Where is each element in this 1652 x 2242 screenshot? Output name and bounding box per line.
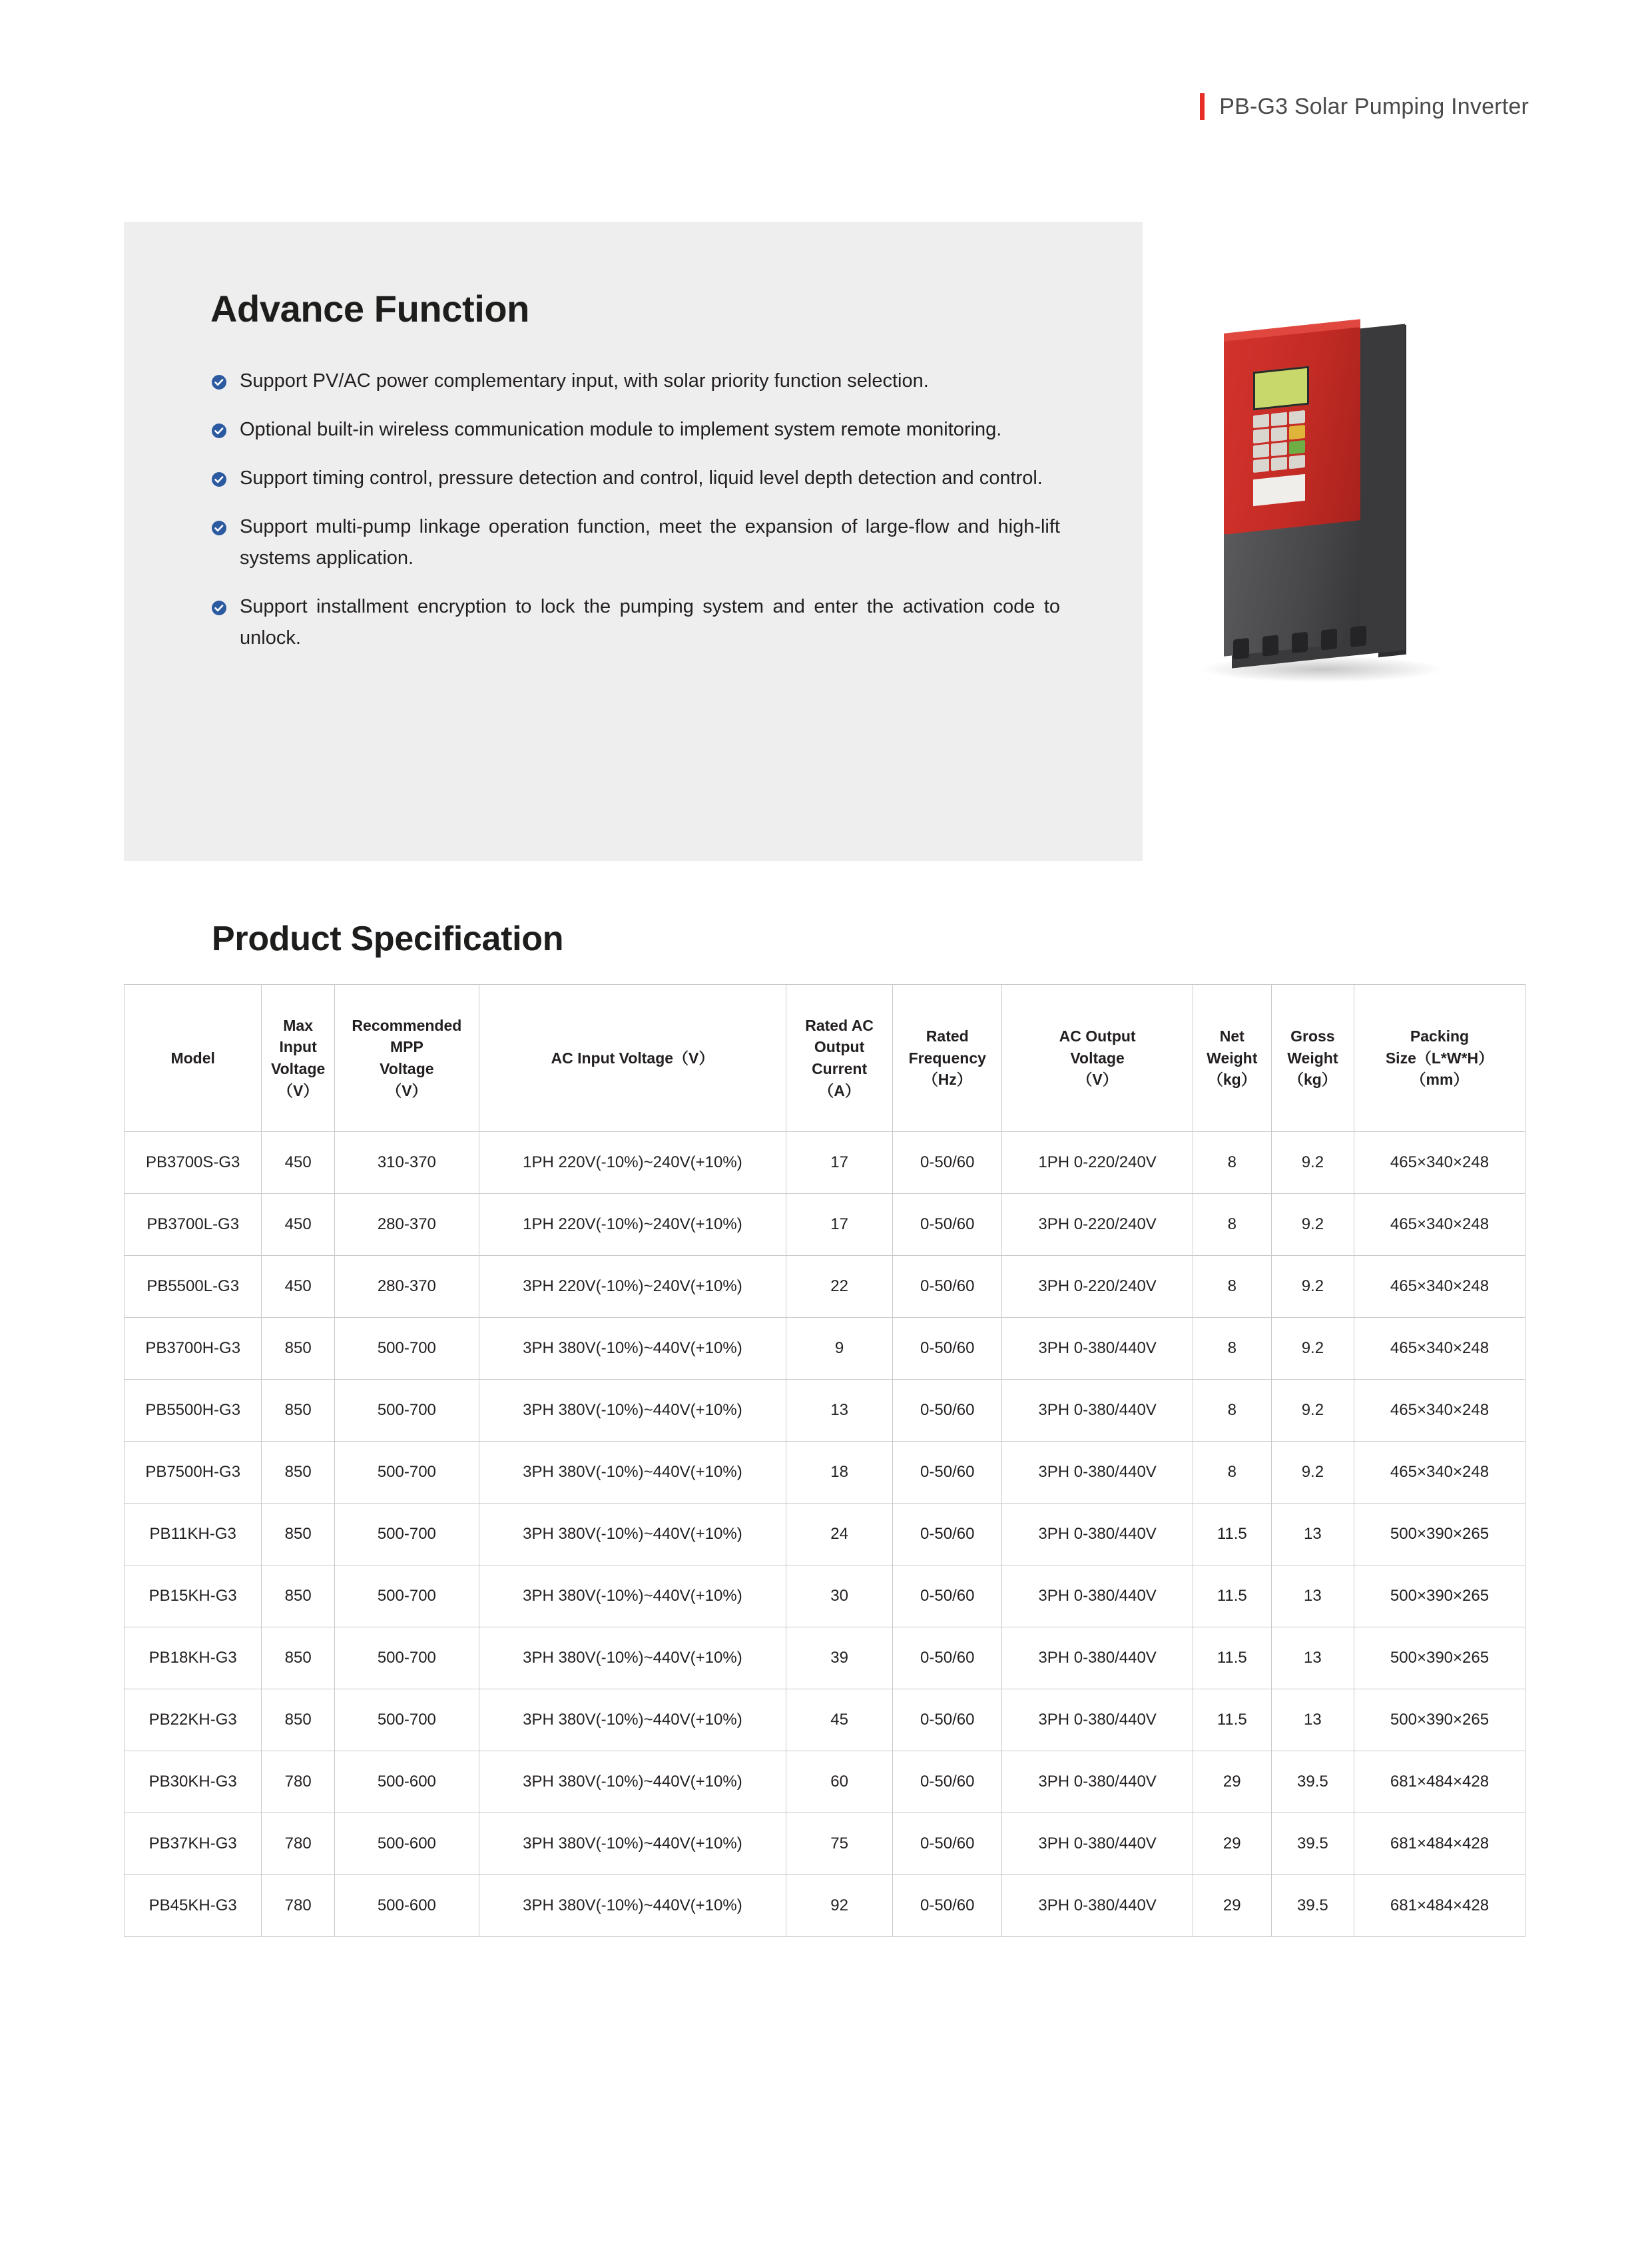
cell-net-weight: 8 <box>1193 1256 1271 1318</box>
cell-mpp-voltage: 500-700 <box>334 1627 479 1689</box>
keypad-key <box>1289 455 1305 469</box>
cell-rated-ac-output-current: 17 <box>786 1132 893 1194</box>
cell-rated-frequency: 0-50/60 <box>893 1565 1002 1627</box>
cell-rated-frequency: 0-50/60 <box>893 1751 1002 1813</box>
cell-mpp-voltage: 310-370 <box>334 1132 479 1194</box>
cell-net-weight: 11.5 <box>1193 1565 1271 1627</box>
header-line: Gross <box>1290 1027 1335 1045</box>
cell-net-weight: 8 <box>1193 1318 1271 1380</box>
table-row <box>125 1442 1525 1504</box>
cell-packing-size: 681×484×428 <box>1354 1751 1525 1813</box>
cable-gland <box>1350 625 1366 647</box>
cell-packing-size: 465×340×248 <box>1354 1132 1525 1194</box>
cell-rated-ac-output-current: 17 <box>786 1194 893 1256</box>
cell-net-weight: 8 <box>1193 1194 1271 1256</box>
cell-ac-input-voltage: 3PH 380V(-10%)~440V(+10%) <box>479 1875 786 1937</box>
cell-max-input-voltage: 450 <box>262 1194 335 1256</box>
cell-model: PB11KH-G3 <box>125 1504 262 1565</box>
header-line: Voltage <box>1070 1049 1125 1067</box>
cell-mpp-voltage: 500-700 <box>334 1318 479 1380</box>
product-specification-title: Product Specification <box>212 920 564 958</box>
advance-function-bullet-list <box>210 366 1069 671</box>
cell-rated-frequency: 0-50/60 <box>893 1380 1002 1442</box>
header-line: Weight <box>1207 1049 1258 1067</box>
cell-mpp-voltage: 280-370 <box>334 1194 479 1256</box>
keypad-key <box>1253 429 1269 443</box>
cell-model: PB22KH-G3 <box>125 1689 262 1751</box>
header-line: Voltage <box>270 1060 326 1077</box>
product-keypad <box>1253 410 1305 473</box>
cell-gross-weight: 13 <box>1271 1689 1354 1751</box>
cell-model: PB5500L-G3 <box>125 1256 262 1318</box>
cell-rated-frequency: 0-50/60 <box>893 1132 1002 1194</box>
cell-model: PB45KH-G3 <box>125 1875 262 1937</box>
cell-max-input-voltage: 450 <box>262 1132 335 1194</box>
cell-ac-output-voltage: 3PH 0-380/440V <box>1002 1318 1193 1380</box>
cell-ac-output-voltage: 3PH 0-380/440V <box>1002 1442 1193 1504</box>
header-line: （V） <box>386 1081 427 1099</box>
header-line: （Hz） <box>922 1071 972 1089</box>
keypad-key <box>1271 412 1287 427</box>
product-nameplate <box>1253 474 1305 506</box>
header-line: Weight <box>1287 1049 1338 1067</box>
cell-net-weight: 29 <box>1193 1751 1271 1813</box>
cell-rated-frequency: 0-50/60 <box>893 1442 1002 1504</box>
keypad-key <box>1271 456 1287 471</box>
cell-max-input-voltage: 850 <box>262 1504 335 1565</box>
keypad-key <box>1289 410 1305 425</box>
cell-net-weight: 8 <box>1193 1132 1271 1194</box>
cell-model: PB3700L-G3 <box>125 1194 262 1256</box>
list-item <box>210 463 1069 494</box>
column-header-ac-input-voltage <box>479 985 786 1132</box>
cell-rated-frequency: 0-50/60 <box>893 1504 1002 1565</box>
column-header-packing-size <box>1354 985 1525 1132</box>
product-lcd-screen <box>1253 366 1309 411</box>
cell-ac-input-voltage: 3PH 380V(-10%)~440V(+10%) <box>479 1504 786 1565</box>
cell-rated-ac-output-current: 30 <box>786 1565 893 1627</box>
cell-ac-input-voltage: 3PH 380V(-10%)~440V(+10%) <box>479 1689 786 1751</box>
cell-ac-input-voltage: 3PH 380V(-10%)~440V(+10%) <box>479 1380 786 1442</box>
header-line: MPP <box>390 1038 423 1056</box>
keypad-key <box>1253 458 1269 473</box>
list-item-text: Support PV/AC power complementary input, with solar priority function selection. <box>240 370 929 392</box>
cell-ac-output-voltage: 3PH 0-380/440V <box>1002 1380 1193 1442</box>
cell-packing-size: 465×340×248 <box>1354 1442 1525 1504</box>
column-header-ac-output-voltage <box>1002 985 1193 1132</box>
cell-mpp-voltage: 500-700 <box>334 1504 479 1565</box>
cell-net-weight: 11.5 <box>1193 1689 1271 1751</box>
cell-rated-frequency: 0-50/60 <box>893 1194 1002 1256</box>
cell-gross-weight: 9.2 <box>1271 1442 1354 1504</box>
cell-rated-ac-output-current: 24 <box>786 1504 893 1565</box>
list-item-text: Support timing control, pressure detection and control, liquid level depth detection and control. <box>240 467 1043 489</box>
cell-rated-ac-output-current: 9 <box>786 1318 893 1380</box>
cell-max-input-voltage: 780 <box>262 1875 335 1937</box>
cell-max-input-voltage: 850 <box>262 1318 335 1380</box>
keypad-key <box>1253 414 1269 429</box>
cell-mpp-voltage: 500-700 <box>334 1565 479 1627</box>
cable-gland <box>1321 629 1337 651</box>
header-line: Output <box>814 1038 865 1056</box>
cell-ac-output-voltage: 3PH 0-380/440V <box>1002 1689 1193 1751</box>
cell-model: PB18KH-G3 <box>125 1627 262 1689</box>
cell-rated-frequency: 0-50/60 <box>893 1627 1002 1689</box>
header-line: Packing <box>1410 1027 1470 1045</box>
header-line: （V） <box>1077 1071 1118 1089</box>
cell-rated-frequency: 0-50/60 <box>893 1256 1002 1318</box>
table-header-row <box>125 985 1525 1132</box>
cell-model: PB37KH-G3 <box>125 1813 262 1875</box>
header-line: Model <box>170 1049 215 1067</box>
header-line: （V） <box>277 1081 319 1099</box>
cell-ac-input-voltage: 3PH 380V(-10%)~440V(+10%) <box>479 1813 786 1875</box>
cell-max-input-voltage: 850 <box>262 1380 335 1442</box>
cell-model: PB5500H-G3 <box>125 1380 262 1442</box>
header-line: Recommended <box>352 1016 462 1034</box>
column-header-max-input-voltage <box>262 985 335 1132</box>
cell-max-input-voltage: 850 <box>262 1627 335 1689</box>
cell-rated-ac-output-current: 39 <box>786 1627 893 1689</box>
cell-ac-input-voltage: 3PH 380V(-10%)~440V(+10%) <box>479 1442 786 1504</box>
header-line: Voltage <box>380 1060 434 1077</box>
cell-gross-weight: 9.2 <box>1271 1194 1354 1256</box>
table-row <box>125 1318 1525 1380</box>
cell-rated-ac-output-current: 60 <box>786 1751 893 1813</box>
cell-max-input-voltage: 850 <box>262 1689 335 1751</box>
header-line: AC Input Voltage（V） <box>551 1049 714 1067</box>
keypad-key <box>1271 427 1287 441</box>
cable-gland <box>1292 632 1308 654</box>
list-item <box>210 511 1069 574</box>
cell-net-weight: 29 <box>1193 1875 1271 1937</box>
cell-ac-output-voltage: 3PH 0-380/440V <box>1002 1751 1193 1813</box>
cell-ac-input-voltage: 3PH 380V(-10%)~440V(+10%) <box>479 1627 786 1689</box>
header-line: Current <box>812 1060 868 1077</box>
cell-net-weight: 29 <box>1193 1813 1271 1875</box>
header-line: Size（L*W*H） <box>1385 1049 1494 1067</box>
cell-max-input-voltage: 780 <box>262 1751 335 1813</box>
cell-mpp-voltage: 280-370 <box>334 1256 479 1318</box>
table-row <box>125 1813 1525 1875</box>
cell-rated-frequency: 0-50/60 <box>893 1813 1002 1875</box>
header-line: Rated AC <box>805 1016 874 1034</box>
cable-gland <box>1262 635 1278 657</box>
header-line: AC Output <box>1059 1027 1136 1045</box>
cell-packing-size: 500×390×265 <box>1354 1627 1525 1689</box>
cell-rated-frequency: 0-50/60 <box>893 1689 1002 1751</box>
column-header-net-weight <box>1193 985 1271 1132</box>
cell-net-weight: 8 <box>1193 1380 1271 1442</box>
cell-packing-size: 465×340×248 <box>1354 1194 1525 1256</box>
table-row <box>125 1194 1525 1256</box>
list-item-text: Support installment encryption to lock the pumping system and enter the activation code to unlock. <box>240 595 1060 649</box>
keypad-key <box>1289 439 1305 454</box>
keypad-key <box>1253 443 1269 458</box>
list-item <box>210 591 1069 654</box>
cell-packing-size: 500×390×265 <box>1354 1565 1525 1627</box>
cell-mpp-voltage: 500-700 <box>334 1442 479 1504</box>
cell-gross-weight: 9.2 <box>1271 1318 1354 1380</box>
product-specification-table-wrapper <box>124 984 1525 1937</box>
cell-gross-weight: 39.5 <box>1271 1875 1354 1937</box>
check-circle-icon <box>210 519 228 537</box>
cell-ac-output-voltage: 3PH 0-380/440V <box>1002 1627 1193 1689</box>
product-specification-table <box>124 984 1525 1937</box>
list-item <box>210 414 1069 445</box>
cell-model: PB7500H-G3 <box>125 1442 262 1504</box>
cell-ac-output-voltage: 3PH 0-380/440V <box>1002 1813 1193 1875</box>
check-circle-icon <box>210 374 228 391</box>
cell-mpp-voltage: 500-600 <box>334 1813 479 1875</box>
header-line: （kg） <box>1207 1071 1256 1089</box>
cell-net-weight: 11.5 <box>1193 1627 1271 1689</box>
cell-ac-input-voltage: 3PH 380V(-10%)~440V(+10%) <box>479 1318 786 1380</box>
cell-rated-ac-output-current: 13 <box>786 1380 893 1442</box>
cell-model: PB3700H-G3 <box>125 1318 262 1380</box>
cell-net-weight: 11.5 <box>1193 1504 1271 1565</box>
check-circle-icon <box>210 471 228 488</box>
cell-gross-weight: 9.2 <box>1271 1132 1354 1194</box>
cell-gross-weight: 39.5 <box>1271 1751 1354 1813</box>
list-item-text: Support multi-pump linkage operation function, meet the expansion of large-flow and high-lift systems application. <box>240 515 1060 569</box>
header-line: Max <box>283 1016 314 1034</box>
cable-gland <box>1233 638 1249 660</box>
cell-gross-weight: 13 <box>1271 1565 1354 1627</box>
cell-mpp-voltage: 500-700 <box>334 1689 479 1751</box>
table-row <box>125 1504 1525 1565</box>
column-header-rated-frequency <box>893 985 1002 1132</box>
cell-max-input-voltage: 780 <box>262 1813 335 1875</box>
list-item <box>210 366 1069 397</box>
header-line: Net <box>1219 1027 1244 1045</box>
cell-rated-frequency: 0-50/60 <box>893 1875 1002 1937</box>
header-line: （mm） <box>1410 1071 1469 1089</box>
cell-packing-size: 465×340×248 <box>1354 1256 1525 1318</box>
cell-packing-size: 681×484×428 <box>1354 1875 1525 1937</box>
cell-mpp-voltage: 500-600 <box>334 1875 479 1937</box>
cell-model: PB3700S-G3 <box>125 1132 262 1194</box>
header-line: Rated <box>926 1027 969 1045</box>
header-accent-bar <box>1200 93 1205 120</box>
product-photo <box>1192 320 1458 693</box>
cell-model: PB30KH-G3 <box>125 1751 262 1813</box>
column-header-gross-weight <box>1271 985 1354 1132</box>
cell-rated-ac-output-current: 75 <box>786 1813 893 1875</box>
cell-ac-input-voltage: 1PH 220V(-10%)~240V(+10%) <box>479 1132 786 1194</box>
table-row <box>125 1751 1525 1813</box>
table-row <box>125 1627 1525 1689</box>
cell-packing-size: 500×390×265 <box>1354 1504 1525 1565</box>
cell-max-input-voltage: 850 <box>262 1442 335 1504</box>
header-line: （A） <box>818 1081 860 1099</box>
header-line: Frequency <box>908 1049 986 1067</box>
table-row <box>125 1132 1525 1194</box>
cell-packing-size: 465×340×248 <box>1354 1380 1525 1442</box>
cell-gross-weight: 39.5 <box>1271 1813 1354 1875</box>
advance-function-title: Advance Function <box>210 288 529 330</box>
cell-max-input-voltage: 850 <box>262 1565 335 1627</box>
column-header-recommended-mpp-voltage <box>334 985 479 1132</box>
header-line: （kg） <box>1288 1071 1337 1089</box>
cell-ac-output-voltage: 3PH 0-220/240V <box>1002 1256 1193 1318</box>
cell-gross-weight: 13 <box>1271 1627 1354 1689</box>
keypad-key <box>1271 441 1287 456</box>
cell-packing-size: 500×390×265 <box>1354 1689 1525 1751</box>
table-row <box>125 1380 1525 1442</box>
cell-packing-size: 681×484×428 <box>1354 1813 1525 1875</box>
cell-rated-ac-output-current: 45 <box>786 1689 893 1751</box>
cell-packing-size: 465×340×248 <box>1354 1318 1525 1380</box>
check-circle-icon <box>210 422 228 439</box>
cell-gross-weight: 9.2 <box>1271 1256 1354 1318</box>
cell-ac-output-voltage: 3PH 0-380/440V <box>1002 1504 1193 1565</box>
header-line: Input <box>279 1038 317 1056</box>
cell-rated-ac-output-current: 92 <box>786 1875 893 1937</box>
cell-ac-output-voltage: 3PH 0-220/240V <box>1002 1194 1193 1256</box>
cell-ac-input-voltage: 3PH 380V(-10%)~440V(+10%) <box>479 1565 786 1627</box>
cell-rated-ac-output-current: 22 <box>786 1256 893 1318</box>
cell-max-input-voltage: 450 <box>262 1256 335 1318</box>
cell-ac-input-voltage: 1PH 220V(-10%)~240V(+10%) <box>479 1194 786 1256</box>
page-header <box>1200 93 1529 120</box>
cell-gross-weight: 13 <box>1271 1504 1354 1565</box>
cell-ac-output-voltage: 3PH 0-380/440V <box>1002 1565 1193 1627</box>
table-row <box>125 1689 1525 1751</box>
cell-ac-output-voltage: 3PH 0-380/440V <box>1002 1875 1193 1937</box>
table-row <box>125 1875 1525 1937</box>
cell-net-weight: 8 <box>1193 1442 1271 1504</box>
cell-gross-weight: 9.2 <box>1271 1380 1354 1442</box>
table-row <box>125 1565 1525 1627</box>
cell-rated-frequency: 0-50/60 <box>893 1318 1002 1380</box>
cell-ac-input-voltage: 3PH 220V(-10%)~240V(+10%) <box>479 1256 786 1318</box>
cell-mpp-voltage: 500-700 <box>334 1380 479 1442</box>
cell-model: PB15KH-G3 <box>125 1565 262 1627</box>
cell-mpp-voltage: 500-600 <box>334 1751 479 1813</box>
cell-ac-output-voltage: 1PH 0-220/240V <box>1002 1132 1193 1194</box>
cell-rated-ac-output-current: 18 <box>786 1442 893 1504</box>
list-item-text: Optional built-in wireless communication module to implement system remote monitoring. <box>240 418 1002 440</box>
keypad-key <box>1289 425 1305 439</box>
advance-function-panel <box>124 222 1143 861</box>
cell-ac-input-voltage: 3PH 380V(-10%)~440V(+10%) <box>479 1751 786 1813</box>
page-header-title: PB-G3 Solar Pumping Inverter <box>1219 93 1529 119</box>
check-circle-icon <box>210 599 228 617</box>
column-header-rated-ac-output-current <box>786 985 893 1132</box>
table-row <box>125 1256 1525 1318</box>
column-header-model <box>125 985 262 1132</box>
